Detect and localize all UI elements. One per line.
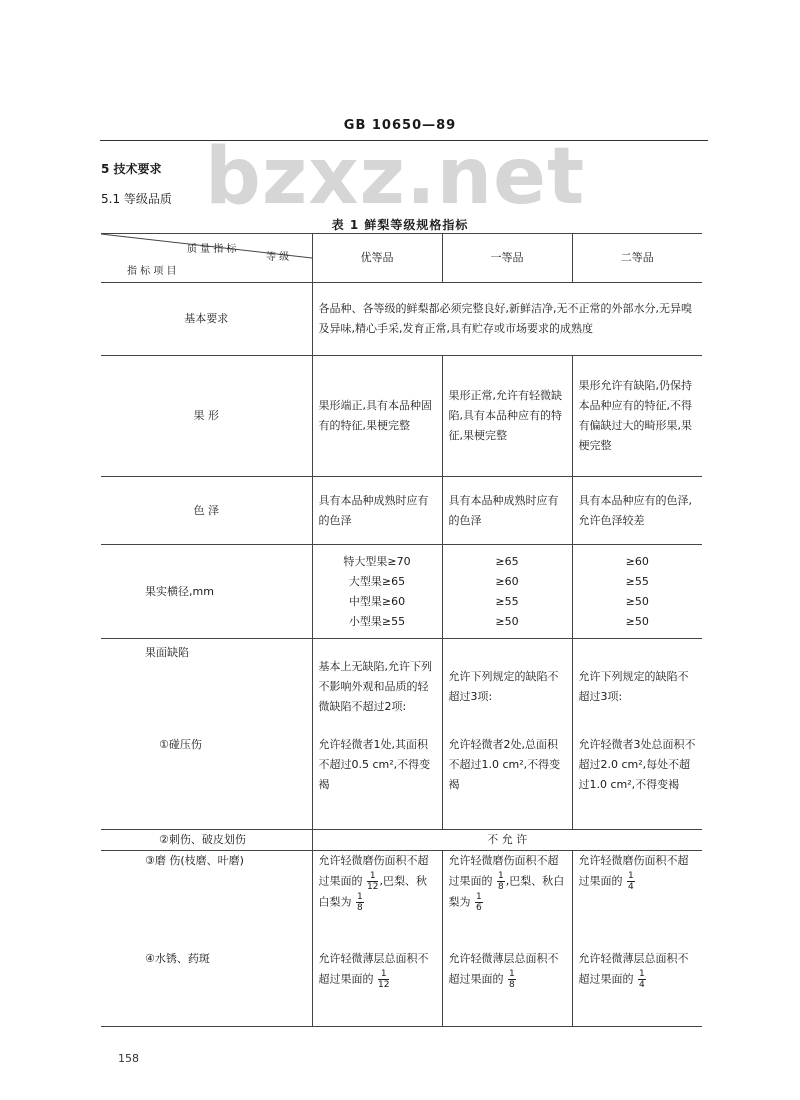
rub-premium-text: 允许轻微磨伤面积不超过果面的 <box>318 854 429 888</box>
diameter-second-2: ≥55 <box>625 574 649 588</box>
diameter-first-1: ≥65 <box>495 554 519 568</box>
defects-first: 允许下列规定的缺陷不超过3项: <box>442 639 572 735</box>
shape-premium: 果形端正,具有本品种固有的特征,果梗完整 <box>312 356 442 477</box>
diameter-premium-3: 中型果≥60 <box>348 594 406 608</box>
row-shape <box>101 356 702 477</box>
frac-den: 8 <box>357 903 363 913</box>
header-grade-second: 二等品 <box>572 234 702 283</box>
shape-label: 果 形 <box>101 356 312 477</box>
rust-second-text: 允许轻微薄层总面积不超过果面的 <box>578 951 689 985</box>
row-diameter <box>101 545 702 639</box>
color-second: 具有本品种应有的色泽,允许色泽较差 <box>572 477 702 545</box>
diagonal-header-cell <box>101 234 312 283</box>
header-grade-first: 一等品 <box>442 234 572 283</box>
rust-second-fraction <box>638 969 646 990</box>
frac-den: 8 <box>498 882 504 892</box>
color-first: 具有本品种成熟时应有的色泽 <box>442 477 572 545</box>
rub-label: ③磨 伤(枝磨、叶磨) <box>145 854 244 867</box>
watermark: bzxz.net <box>205 132 586 222</box>
rust-premium-fraction <box>378 969 389 990</box>
rust-first-fraction <box>508 969 516 990</box>
rub-first-fraction <box>497 871 505 892</box>
diameter-first-2: ≥60 <box>495 574 519 588</box>
rub-first <box>442 851 572 949</box>
diameter-premium-1: 特大型果≥70 <box>343 554 411 568</box>
rub-premium-fraction <box>367 871 378 892</box>
row-rub <box>101 851 702 949</box>
frac-den: 6 <box>476 903 482 913</box>
defects-second: 允许下列规定的缺陷不超过3项: <box>572 639 702 735</box>
diameter-second <box>572 545 702 639</box>
color-label: 色 泽 <box>101 477 312 545</box>
crush-label: ①碰压伤 <box>159 737 202 751</box>
grade-spec-table <box>101 233 702 1027</box>
rub-premium-mid: ,巴梨、秋白梨为 <box>318 874 427 909</box>
frac-den: 12 <box>367 882 379 892</box>
row-crush <box>101 735 702 830</box>
basic-label: 基本要求 <box>101 283 312 356</box>
row-color <box>101 477 702 545</box>
diameter-second-3: ≥50 <box>625 594 649 608</box>
frac-den: 4 <box>639 979 645 990</box>
defects-label: 果面缺陷 <box>145 646 189 659</box>
crush-second: 允许轻微者3处总面积不超过2.0 cm²,每处不超过1.0 cm²,不得变褐 <box>572 735 702 830</box>
row-rust <box>101 949 702 1027</box>
rub-premium-fraction-2 <box>356 892 364 913</box>
defects-premium: 基本上无缺陷,允许下列不影响外观和品质的轻微缺陷不超过2项: <box>312 639 442 735</box>
diameter-first <box>442 545 572 639</box>
puncture-label: ②刺伤、破皮划伤 <box>101 830 312 851</box>
rust-first <box>442 949 572 1027</box>
rub-first-fraction-2 <box>475 892 483 913</box>
frac-num: 1 <box>378 969 389 980</box>
diameter-premium-4: 小型果≥55 <box>348 614 406 628</box>
rub-second <box>572 851 702 949</box>
header-grade-premium: 优等品 <box>312 234 442 283</box>
rust-second <box>572 949 702 1027</box>
rust-premium-text: 允许轻微薄层总面积不超过果面的 <box>318 951 429 985</box>
diameter-premium <box>312 545 442 639</box>
diameter-second-4: ≥50 <box>625 614 649 628</box>
frac-num: 1 <box>639 968 645 979</box>
rub-second-fraction <box>627 871 635 892</box>
puncture-all: 不 允 许 <box>312 830 702 851</box>
standard-code: GB 10650—89 <box>343 118 457 133</box>
frac-den: 4 <box>628 882 634 892</box>
rust-label: ④水锈、药斑 <box>101 949 312 1027</box>
rub-second-text: 允许轻微磨伤面积不超过果面的 <box>578 854 689 888</box>
subsection-title: 5.1 等级品质 <box>101 192 172 206</box>
shape-second: 果形允许有缺陷,仍保持本品种应有的特征,不得有偏缺过大的畸形果,果梗完整 <box>572 356 702 477</box>
diameter-first-4: ≥50 <box>495 614 519 628</box>
basic-text: 各品种、各等级的鲜梨都必须完整良好,新鲜洁净,无不正常的外部水分,无异嗅及异味,精心手采,发育正常,具有贮存或市场要求的成熟度 <box>312 283 702 356</box>
color-premium: 具有本品种成熟时应有的色泽 <box>312 477 442 545</box>
frac-den: 12 <box>378 979 390 990</box>
frac-num: 1 <box>509 968 515 979</box>
diameter-label: 果实横径,mm <box>101 545 312 639</box>
frac-num: 1 <box>498 871 504 881</box>
crush-premium: 允许轻微者1处,其面积不超过0.5 cm²,不得变褐 <box>312 735 442 830</box>
rust-premium <box>312 949 442 1027</box>
rub-premium <box>312 851 442 949</box>
table-header-row <box>101 234 702 283</box>
frac-num: 1 <box>367 871 378 882</box>
table-title: 表 1 鲜梨等级规格指标 <box>331 218 469 232</box>
frac-num: 1 <box>476 892 482 902</box>
diameter-first-3: ≥55 <box>495 594 519 608</box>
row-defects <box>101 639 702 735</box>
rub-first-text: 允许轻微磨伤面积不超过果面的 <box>448 854 559 888</box>
item-label: 指 标 项 目 <box>127 266 177 277</box>
rust-first-text: 允许轻微薄层总面积不超过果面的 <box>448 951 559 985</box>
shape-first: 果形正常,允许有轻微缺陷,具有本品种应有的特征,果梗完整 <box>442 356 572 477</box>
page-number: 158 <box>118 1052 139 1065</box>
frac-num: 1 <box>628 871 634 881</box>
frac-den: 8 <box>509 979 515 990</box>
diameter-second-1: ≥60 <box>625 554 649 568</box>
section-title: 5 技术要求 <box>101 162 162 176</box>
grade-label: 等 级 <box>266 252 290 263</box>
diameter-premium-2: 大型果≥65 <box>348 574 406 588</box>
quality-index-label: 质 量 指 标 <box>187 244 237 255</box>
frac-num: 1 <box>357 892 363 902</box>
row-puncture <box>101 830 702 851</box>
rub-first-mid: ,巴梨、秋白梨为 <box>448 874 565 909</box>
crush-first: 允许轻微者2处,总面积不超过1.0 cm²,不得变褐 <box>442 735 572 830</box>
row-basic <box>101 283 702 356</box>
